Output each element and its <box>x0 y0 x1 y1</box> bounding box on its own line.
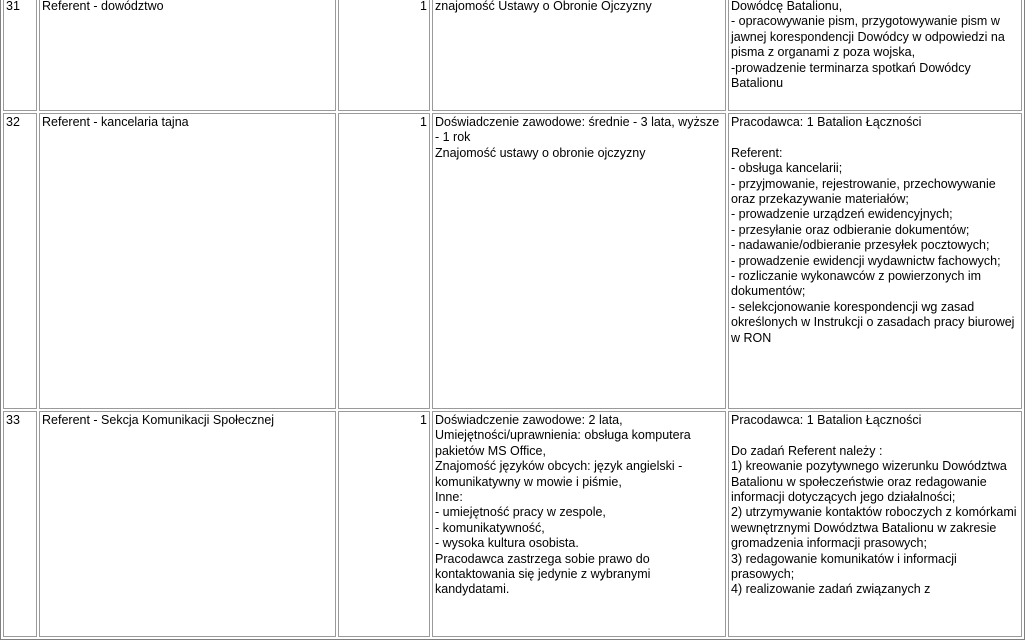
description-cell <box>728 0 1022 111</box>
description-cell <box>728 113 1022 409</box>
description-line <box>731 130 1019 145</box>
description-line: -prowadzenie terminarza spotkań Dowódcy Batalionu <box>731 60 971 91</box>
description-line: - selekcjonowanie korespondencji wg zasad określonych w Instrukcji o zasadach pracy biurowej w RON <box>731 299 1015 345</box>
vacancy-count: 1 <box>338 0 430 111</box>
description-line: Dowódcę Batalionu, <box>731 0 843 13</box>
description-line: - opracowywanie pism, przygotowywanie pism w jawnej korespondencji Dowódcy w odpowiedzi na pisma z organami z poza wojska, <box>731 14 1005 60</box>
table-row <box>3 411 1022 637</box>
requirement-line: Znajomość języków obcych: język angielski - komunikatywny w mowie i piśmie, <box>435 459 683 489</box>
row-number: 33 <box>3 411 37 637</box>
description-line: - prowadzenie urządzeń ewidencyjnych; <box>731 207 953 222</box>
requirements-cell <box>432 113 726 409</box>
requirements-cell <box>432 411 726 637</box>
description-line: - nadawanie/odbieranie przesyłek pocztowych; <box>731 238 990 253</box>
requirement-line: - umiejętność pracy w zespole, <box>435 505 606 520</box>
table-row <box>3 0 1022 111</box>
vacancy-count: 1 <box>338 113 430 409</box>
description-line: - obsługa kancelarii; <box>731 161 843 176</box>
description-line: - przesyłanie oraz odbieranie dokumentów; <box>731 222 970 237</box>
requirement-line: Doświadczenie zawodowe: średnie - 3 lata, wyższe - 1 rok <box>435 115 720 145</box>
description-line: - prowadzenie ewidencji wydawnictw fachowych; <box>731 253 1001 268</box>
description-line: - przyjmowanie, rejestrowanie, przechowywanie oraz przekazywanie materiałów; <box>731 176 996 207</box>
position-title: Referent - kancelaria tajna <box>39 113 336 409</box>
description-line: Referent: <box>731 145 783 160</box>
table-body <box>3 0 1022 637</box>
requirement-line: Znajomość ustawy o obronie ojczyzny <box>435 145 646 160</box>
description-line: 3) redagowanie komunikatów i informacji prasowych; <box>731 551 957 582</box>
requirement-line: Inne: <box>435 490 463 505</box>
description-line: 2) utrzymywanie kontaktów roboczych z komórkami wewnętrznymi Dowództwa Batalionu w zakresie gromadzenia informacji prasowych; <box>731 505 1017 551</box>
requirement-line: - komunikatywność, <box>435 520 545 535</box>
requirement-line: - wysoka kultura osobista. <box>435 536 579 551</box>
description-line <box>731 428 1019 443</box>
requirement-line: znajomość Ustawy o Obronie Ojczyzny <box>435 0 652 13</box>
requirement-line: Pracodawca zastrzega sobie prawo do kontaktowania się jedynie z wybranymi kandydatami. <box>435 551 651 597</box>
description-line: - rozliczanie wykonawców z powierzonych im dokumentów; <box>731 269 982 299</box>
row-number: 32 <box>3 113 37 409</box>
position-title: Referent - Sekcja Komunikacji Społecznej <box>39 411 336 637</box>
description-line: Pracodawca: 1 Batalion Łączności <box>731 115 922 129</box>
requirement-line: Umiejętności/uprawnienia: obsługa komputera pakietów MS Office, <box>435 428 691 458</box>
description-line: 1) kreowanie pozytywnego wizerunku Dowództwa Batalionu w społeczeństwie oraz redagowanie informacji dotyczących jego działalności; <box>731 459 1007 505</box>
requirement-line: Doświadczenie zawodowe: 2 lata, <box>435 413 623 427</box>
table-row <box>3 113 1022 409</box>
position-title: Referent - dowództwo <box>39 0 336 111</box>
vacancy-count: 1 <box>338 411 430 637</box>
row-number: 31 <box>3 0 37 111</box>
description-cell <box>728 411 1022 637</box>
description-line: Do zadań Referent należy : <box>731 443 883 458</box>
requirements-cell <box>432 0 726 111</box>
description-line: Pracodawca: 1 Batalion Łączności <box>731 413 922 427</box>
description-line: 4) realizowanie zadań związanych z <box>731 582 931 597</box>
